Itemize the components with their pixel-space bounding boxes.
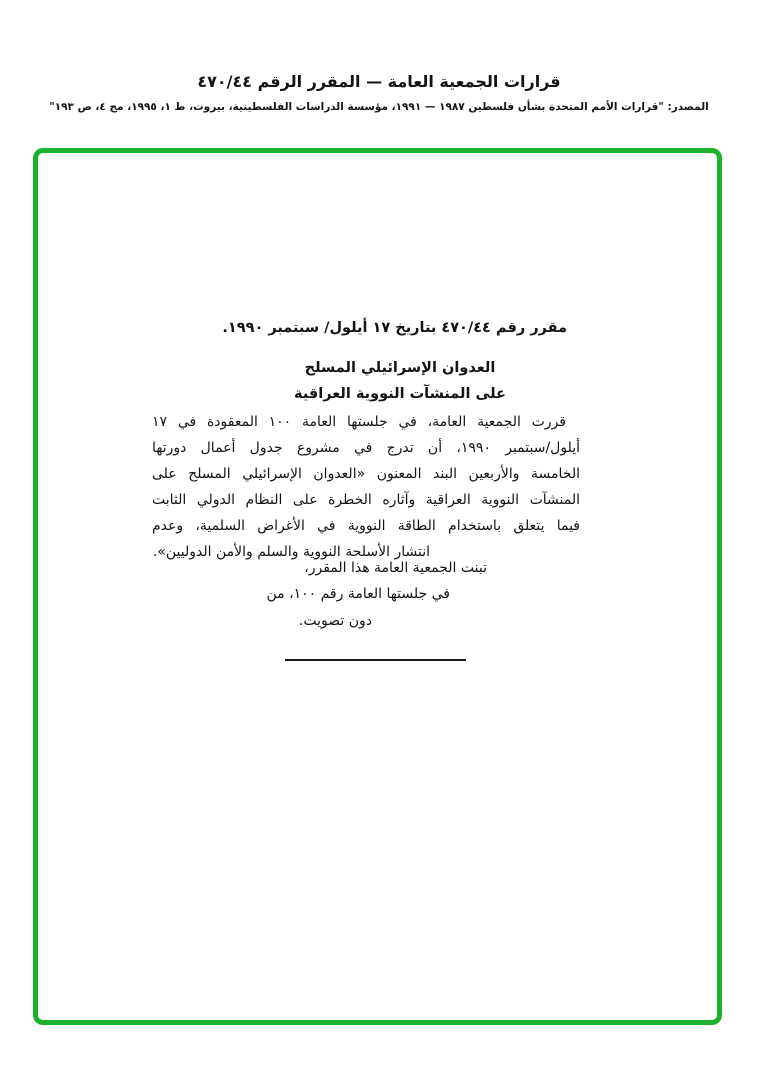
closing-line: في جلستها العامة رقم ١٠٠، من [266,586,450,603]
closing-line: تبنت الجمعية العامة هذا المقرر، [304,560,487,576]
body-line: أيلول/سبتمبر ١٩٩٠، أن تدرج في مشروع جدول أعمال دورتها [152,439,581,456]
body-line: انتشار الأسلحة النووية والسلم والأمن الدوليين». [152,543,430,560]
body-paragraph [152,410,580,565]
body-line: فيما يتعلق باستخدام الطاقة النووية في الأغراض السلمية، وعدم [152,517,580,534]
page-title: قرارات الجمعية العامة — المقرر الرقم ٤٧٠/٤٤ [197,72,561,91]
source-citation: المصدر: "قرارات الأمم المتحدة بشأن فلسطين ١٩٨٧ — ١٩٩١، مؤسسة الدراسات الفلسطينية، بيروت، ط ١، ١٩٩٥، مج ٤، ص ١٩٣" [49,101,709,113]
body-line: المنشآت النووية العراقية وآثاره الخطرة على النظام الدولي الثابت [152,491,580,508]
body-line: قررت الجمعية العامة، في جلستها العامة ١٠٠ المعقودة في ١٧ [152,414,566,430]
decision-number-heading: مقرر رقم ٤٧٠/٤٤ بتاريخ ١٧ أيلول/ سبتمبر ١٩٩٠. [222,320,567,336]
subject-line-1: العدوان الإسرائيلي المسلح [304,360,496,376]
closing-statement [152,555,580,634]
subject-heading [220,355,580,407]
closing-line: دون تصويت. [298,612,372,629]
separator-rule [285,659,466,661]
body-line: الخامسة والأربعين البند المعنون «العدوان الإسرائيلي المسلح على [152,465,580,482]
subject-line-2: على المنشآت النووية العراقية [294,386,506,402]
